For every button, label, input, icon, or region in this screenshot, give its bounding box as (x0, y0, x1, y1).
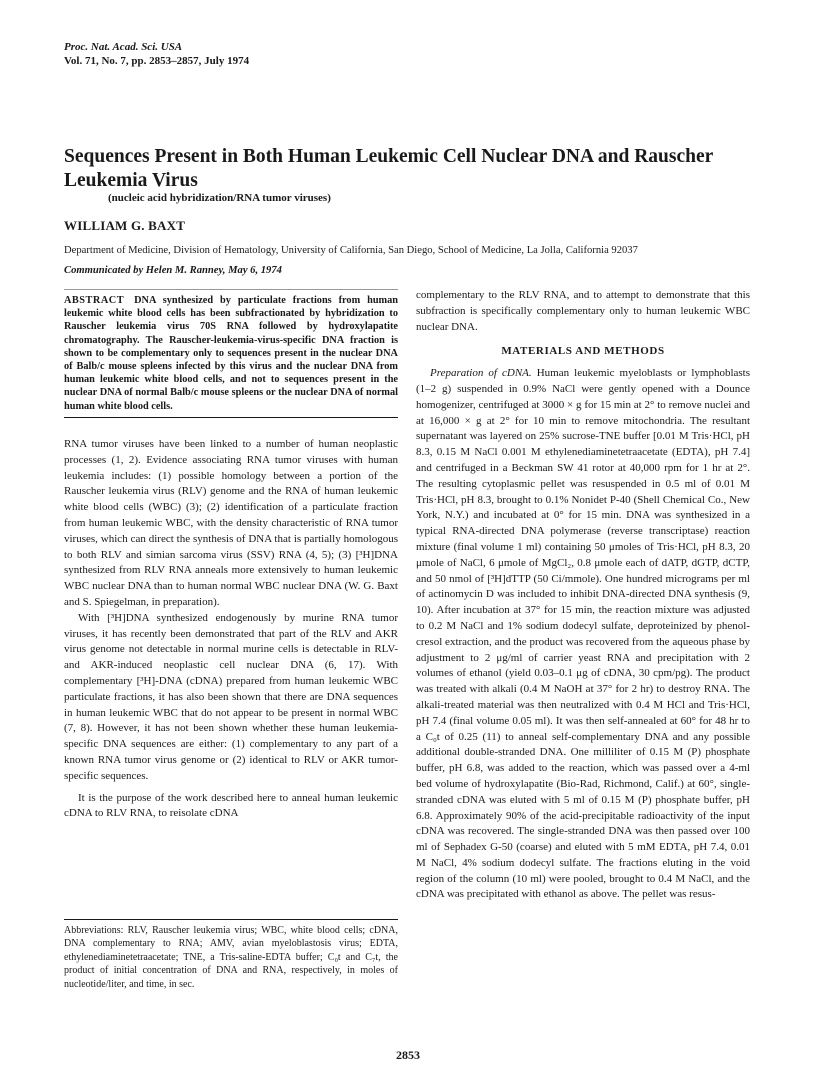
communicated-by: Communicated by Helen M. Ranney, May 6, 1974 (64, 265, 282, 276)
abbreviations-footnote: Abbreviations: RLV, Rauscher leukemia virus; WBC, white blood cells; cDNA, DNA complementary to RNA; AMV, avian myeloblastosis virus; EDTA, ethylenediaminetetraacetate; TNE, a Tris-saline-EDTA buffer; C₀t and C₇t, the product of initial concentration of DNA and RNA, respectively, in moles of nucleotide/liter, and time, in sec. (64, 919, 398, 991)
page-number: 2853 (396, 1048, 420, 1062)
article-author: WILLIAM G. BAXT (64, 218, 186, 233)
article-keywords: (nucleic acid hybridization/RNA tumor viruses) (108, 192, 331, 204)
section-heading-methods: MATERIALS AND METHODS (501, 345, 665, 358)
abstract-text: DNA synthesized by particulate fractions from human leukemic white blood cells has been subfractionated by hybridization to Rauscher leukemia virus 70S RNA followed by hydroxylapatite chromatography. The Rauscher-leukemia-virus-specific DNA fraction is shown to be complementary only to sequences present in the nuclear DNA of Balb/c mouse spleens infected by this virus and the nuclear DNA from human leukemic white blood cells, and not to sequences present in the nuclear DNA of normal Balb/c mouse spleens or the nuclear DNA of normal human white blood cells. (64, 295, 398, 412)
right-column (416, 288, 750, 903)
methods-subhead: Preparation of cDNA. (430, 367, 532, 380)
volume-line: Vol. 71, No. 7, pp. 2853–2857, July 1974 (64, 55, 250, 67)
article-title: Sequences Present in Both Human Leukemic Cell Nuclear DNA and Rauscher Leukemia Virus (64, 146, 713, 191)
methods-text: Human leukemic myeloblasts or lymphoblasts (1–2 g) suspended in 0.9% NaCl were gently opened with a Dounce homogenizer, centrifuged at 3000 × g for 15 min at 2° to remove nuclei and at 16,000 × g at 2° for 10 min to remove mitochondria. The resultant supernatant was layered on 25% sucrose-TNE buffer [0.01 M Tris·HCl, pH 8.3, 0.15 M NaCl 0.001 M ethylenediaminetetraacetate (EDTA), pH 7.4] and centrifuged in a Beckman SW 41 rotor at 40,000 rpm for 1 hr at 2°. The resulting cytoplasmic pellet was resuspended in 0.5 ml of 0.01 M Tris·HCl, pH 8.3, brought to 0.1% Nonidet P-40 (Shell Chemical Co., New York, N.Y.) and incubated at 0° for 15 min. DNA was synthesized in a typical RNA-directed DNA polymerase (reverse transcriptase) reaction mixture (final volume 1 ml) containing 50 μmoles of Tris·HCl, pH 8.3, 20 μmole of NaCl, 6 μmole of MgCl₂, 0.8 μmole each of dATP, dGTP, dCTP, and 50 nmol of [³H]dTTP (50 Ci/mmole). One hundred micrograms per ml of actinomycin D was included to inhibit DNA-directed DNA synthesis (9, 10). After incubation at 37° for 15 min, the reaction mixture was adjusted to 0.2 M NaCl and 1% sodium dodecyl sulfate, deproteinized by phenol-cresol extraction, and the product was recovered from the aqueous phase by adjustment to 2 μg/ml of carrier yeast RNA and precipitation with 2 volumes of ethanol (yield 0.03–0.1 μg of cDNA, 30 cpm/pg). The product was treated with alkali (0.4 M NaOH at 37° for 2 hr) to destroy RNA. The alkali-treated material was then neutralized with 0.4 M HCl and Tris·HCl, pH 7.4 (final volume 0.05 ml). It was then self-annealed at 60° for 48 hr to a C₀t of 0.25 (11) to anneal self-complementary DNA and any possible additional double-stranded DNA. One milliliter of 0.15 M (P) phosphate buffer, pH 6.8, was added to the reaction, which was passed over a 4-ml bed volume of hydroxylapatite (Bio-Rad, Richmond, Calif.) at 60°, single-stranded cDNA was eluted with 5 ml of 0.15 M (P) phosphate buffer, pH 6.8. Approximately 90% of the acid-precipitable radioactivity of the input cDNA was recovered. The single-stranded DNA was then passed over 100 ml of Sephadex G-50 (coarse) and eluted with 5 mM EDTA, pH 7.4, 0.01 M NaCl, 4% sodium dodecyl sulfate. The fractions eluting in the void region of the column (10 ml) were pooled, brought to 0.4 M NaCl, and the cDNA was precipitated with ethanol as above. The pellet was resus- (416, 367, 750, 901)
journal-name: Proc. Nat. Acad. Sci. USA (64, 41, 183, 53)
abstract-box (64, 289, 398, 418)
methods-paragraph-1 (416, 366, 750, 903)
left-column (64, 437, 398, 822)
journal-header (64, 40, 249, 68)
intro-paragraph-2: With [³H]DNA synthesized endogenously by murine RNA tumor viruses, it has recently been demonstrated that part of the RLV and AKR virus genome not detectable in normal murine cells is detectable in RLV- and AKR-induced neoplastic cell nuclear DNA (6, 17). With complementary [³H]-DNA (cDNA) prepared from human leukemic WBC particulate fractions, it has also been shown that there are DNA sequences in human leukemic WBC that do not appear to be present in normal WBC (7, 8). However, it has not been shown whether these human leukemia-specific DNA sequences are either: (1) complementary to any part of a known RNA tumor virus genome or (2) identical to RLV or AKR tumor-specific sequences. (64, 611, 398, 782)
author-affiliation: Department of Medicine, Division of Hematology, University of California, San Diego, School of Medicine, La Jolla, California 92037 (64, 245, 638, 256)
intro-paragraph-continued: complementary to the RLV RNA, and to attempt to demonstrate that this subfraction is specifically complementary only to human leukemic WBC nuclear DNA. (416, 289, 750, 333)
intro-paragraph-3: It is the purpose of the work described here to anneal human leukemic cDNA to RLV RNA, to reisolate cDNA (64, 791, 398, 820)
abstract-label: ABSTRACT (64, 295, 125, 306)
intro-paragraph-1: RNA tumor viruses have been linked to a number of human neoplastic processes (1, 2). Evidence associating RNA tumor viruses with human leukemia includes: (1) possible homology between a portion of the Rauscher leukemia virus (RLV) genome and the RNA of human leukemic white blood cells (WBC) (3); (2) identification of a particulate fraction from human leukemic WBC, with the density characteristic of RNA tumor viruses, which can direct the synthesis of DNA that is partially homologous to both RLV and simian sarcoma virus (SSV) RNA (4, 5); (3) [³H]DNA synthesized from RLV RNA anneals more extensively to human leukemic WBC nuclear DNA than to human normal WBC nuclear DNA (W. G. Baxt and S. Spiegelman, in preparation). (64, 438, 398, 608)
